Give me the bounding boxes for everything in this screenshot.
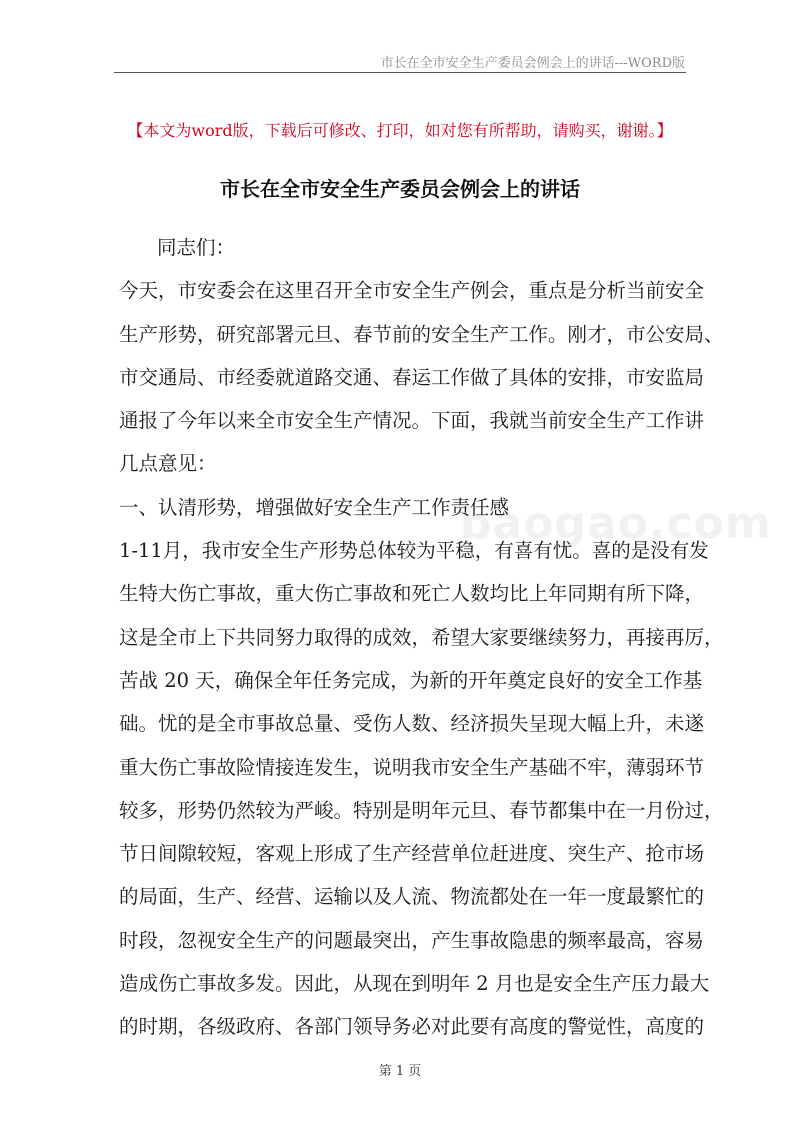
paragraph-line: 重大伤亡事故险情接连发生，说明我市安全生产基础不牢，薄弱环节 [119,755,705,779]
paragraph-line: 市交通局、市经委就道路交通、春运工作做了具体的安排，市安监局 [119,365,705,389]
download-notice: 【本文为word版，下载后可修改、打印，如对您有所帮助，请购买，谢谢。】 [127,121,673,140]
paragraph-line: 的局面，生产、经营、运输以及人流、物流都处在一年一度最繁忙的 [119,885,705,909]
header-divider [114,72,686,73]
running-header: 市长在全市安全生产委员会例会上的讲话---WORD版 [380,56,685,71]
document-title: 市长在全市安全生产委员会例会上的讲话 [220,177,580,201]
paragraph-line: 础。忧的是全市事故总量、受伤人数、经济损失呈现大幅上升，未遂 [119,712,705,736]
paragraph-line: 节日间隙较短，客观上形成了生产经营单位赶进度、突生产、抢市场 [119,842,705,866]
paragraph-line: 这是全市上下共同努力取得的成效，希望大家要继续努力，再接再厉， [119,625,724,649]
paragraph-line: 较多，形势仍然较为严峻。特别是明年元旦、春节都集中在一月份过， [119,798,724,822]
paragraph-line: 今天，市安委会在这里召开全市安全生产例会，重点是分析当前安全 [119,279,705,303]
paragraph-line: 的时期，各级政府、各部门领导务必对此要有高度的警觉性，高度的 [119,1015,705,1039]
watermark-logo: baogao.com [460,498,772,549]
paragraph-line: 通报了今年以来全市安全生产情况。下面，我就当前安全生产工作讲 [119,409,705,433]
salutation: 同志们： [157,236,236,259]
paragraph-line: 苦战 20 天，确保全年任务完成，为新的开年奠定良好的安全工作基 [119,668,703,692]
document-body [119,226,724,1049]
paragraph-line: 1-11月，我市安全生产形势总体较为平稳，有喜有忧。喜的是没有发 [119,539,709,563]
page-number: 第 1 页 [378,1064,422,1079]
section-heading: 一、认清形势，增强做好安全生产工作责任感 [119,495,510,519]
paragraph-line: 时段，忽视安全生产的问题最突出，产生事故隐患的频率最高，容易 [119,928,705,952]
paragraph-line: 生产形势，研究部署元旦、春节前的安全生产工作。刚才，市公安局、 [119,322,724,346]
paragraph-line: 造成伤亡事故多发。因此，从现在到明年 2 月也是安全生产压力最大 [119,972,710,996]
paragraph-line: 几点意见： [119,452,217,476]
paragraph-line: 生特大伤亡事故，重大伤亡事故和死亡人数均比上年同期有所下降， [119,582,705,606]
